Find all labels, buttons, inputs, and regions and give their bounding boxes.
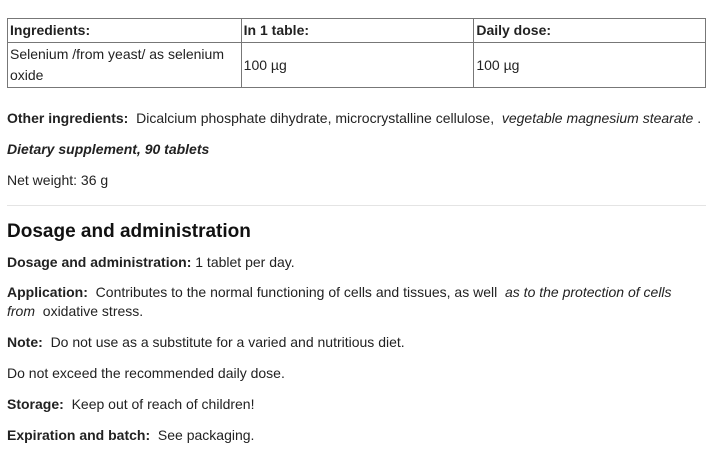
other-ingredients bbox=[7, 108, 706, 128]
section-divider bbox=[7, 205, 706, 206]
note-line bbox=[7, 332, 706, 352]
note-text: Do not use as a substitute for a varied and nutritious diet. bbox=[50, 334, 405, 350]
other-ingredients-italic: vegetable magnesium stearate bbox=[501, 110, 694, 126]
storage-text: Keep out of reach of children! bbox=[71, 396, 255, 412]
table-row bbox=[8, 43, 706, 88]
exceed-warning: Do not exceed the recommended daily dose. bbox=[7, 365, 285, 381]
dosage-text: 1 tablet per day. bbox=[195, 254, 295, 270]
other-ingredients-end: . bbox=[697, 110, 702, 126]
application-label: Application: bbox=[7, 284, 88, 300]
header-daily-dose: Daily dose: bbox=[474, 19, 706, 43]
other-ingredients-label: Other ingredients: bbox=[7, 110, 129, 126]
section-heading: Dosage and administration bbox=[7, 221, 251, 242]
header-per-tablet: In 1 table: bbox=[241, 19, 474, 43]
daily-dose-cell: 100 µg bbox=[474, 43, 706, 88]
expiration-label: Expiration and batch: bbox=[7, 427, 151, 443]
dietary-supplement: Dietary supplement, 90 tablets bbox=[7, 141, 210, 157]
expiration-text: See packaging. bbox=[157, 427, 255, 443]
product-info bbox=[7, 18, 706, 445]
per-tablet-cell: 100 µg bbox=[241, 43, 474, 88]
application-end: oxidative stress. bbox=[42, 303, 144, 319]
application-italic: as to the protection of cells from bbox=[7, 284, 672, 319]
dosage-label: Dosage and administration: bbox=[7, 254, 192, 270]
net-weight: Net weight: 36 g bbox=[7, 172, 109, 188]
application-text: Contributes to the normal functioning of cells and tissues, as well bbox=[95, 284, 498, 300]
storage-line bbox=[7, 394, 706, 414]
other-ingredients-text: Dicalcium phosphate dihydrate, microcrystalline cellulose, bbox=[136, 110, 495, 126]
storage-label: Storage: bbox=[7, 396, 64, 412]
header-ingredients: Ingredients: bbox=[8, 19, 242, 43]
note-label: Note: bbox=[7, 334, 43, 350]
expiration-line bbox=[7, 425, 706, 445]
application-line bbox=[7, 283, 706, 321]
ingredient-name-cell: Selenium /from yeast/ as selenium oxide bbox=[8, 43, 242, 88]
ingredients-table bbox=[7, 18, 706, 88]
dosage-line bbox=[7, 252, 706, 272]
table-header-row bbox=[8, 19, 706, 43]
